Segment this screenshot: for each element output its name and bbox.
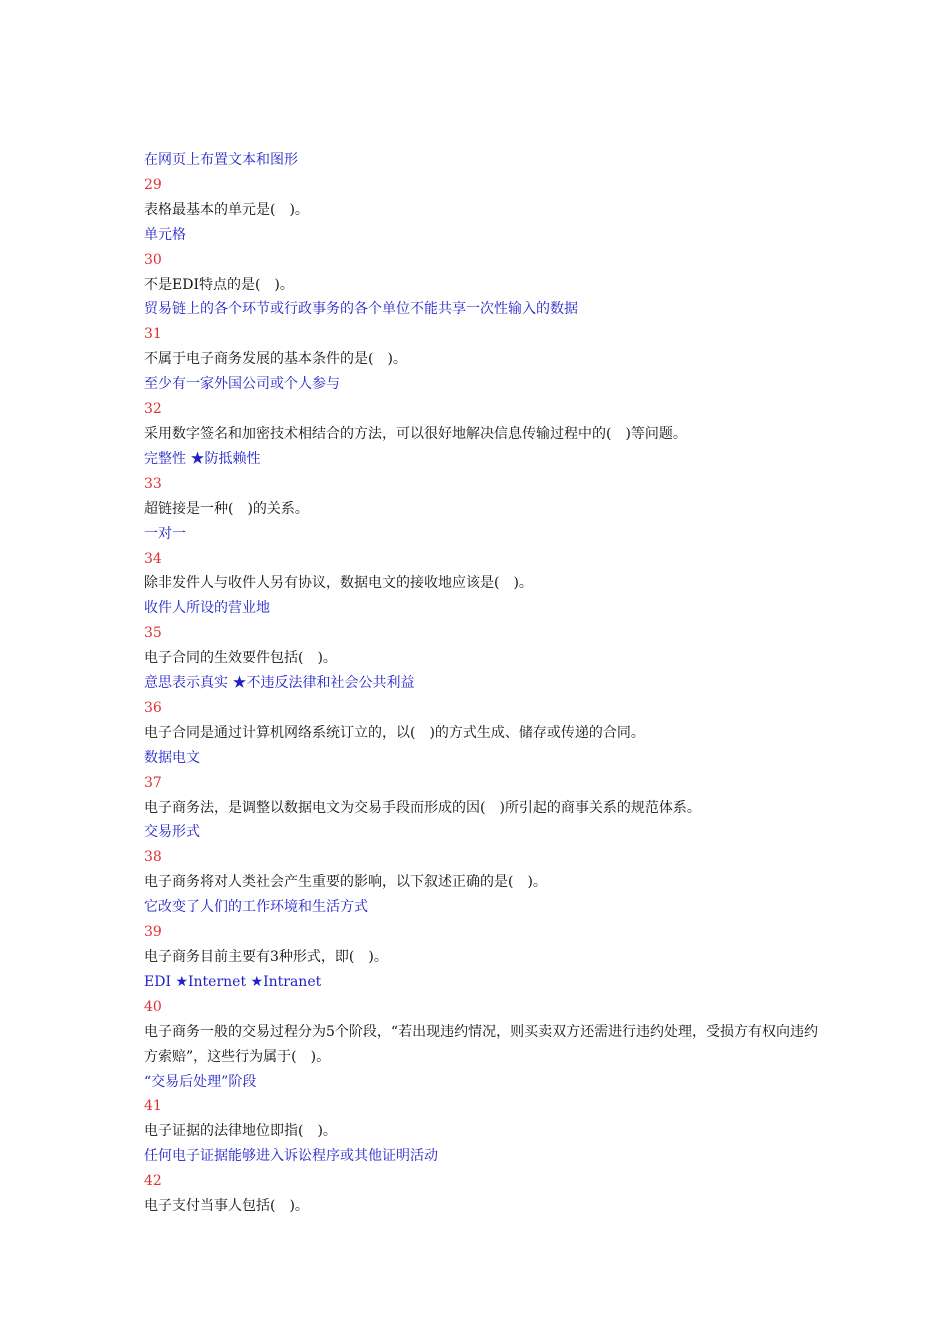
- answer-option: 单元格: [144, 226, 186, 243]
- star-icon: ★: [175, 973, 188, 990]
- answer-option: 任何电子证据能够进入诉讼程序或其他证明活动: [144, 1148, 438, 1165]
- question-text: 电子支付当事人包括( )。: [144, 1198, 309, 1215]
- question-text: 电子商务将对人类社会产生重要的影响，以下叙述正确的是( )。: [144, 874, 547, 891]
- answer-option: 不违反法律和社会公共利益: [246, 675, 415, 692]
- question-text: 电子合同是通过计算机网络系统订立的，以( )的方式生成、储存或传递的合同。: [144, 724, 645, 741]
- answer-line: [144, 297, 824, 322]
- answer-option: 交易形式: [144, 824, 200, 841]
- answer-line: [144, 671, 824, 696]
- question-number: 34: [144, 550, 162, 567]
- question-text: 超链接是一种( )的关系。: [144, 500, 309, 517]
- answer-line: [144, 1144, 824, 1169]
- answer-line: [144, 895, 824, 920]
- question-text: 电子商务法，是调整以数据电文为交易手段而形成的因( )所引起的商事关系的规范体系。: [144, 799, 701, 816]
- answer-line: [144, 820, 824, 845]
- answer-option: 数据电文: [144, 749, 200, 766]
- question-number: 37: [144, 774, 162, 791]
- answer-line: [144, 522, 824, 547]
- star-icon: ★: [190, 450, 205, 467]
- question-number: 36: [144, 699, 162, 716]
- answer-option: 完整性: [144, 450, 186, 467]
- answer-option: 收件人所设的营业地: [144, 600, 270, 617]
- answer-line: [144, 372, 824, 397]
- answer-option: 意思表示真实: [144, 675, 228, 692]
- star-icon: ★: [232, 675, 247, 692]
- question-number: 31: [144, 326, 162, 343]
- answer-option: Intranet: [263, 973, 322, 990]
- question-number: 42: [144, 1173, 162, 1190]
- question-text: 电子商务目前主要有3种形式，即( )。: [144, 949, 388, 965]
- answer-line: [144, 970, 824, 995]
- answer-option: 贸易链上的各个环节或行政事务的各个单位不能共享一次性输入的数据: [144, 301, 578, 318]
- question-number: 38: [144, 849, 162, 866]
- question-number: 40: [144, 998, 162, 1015]
- question-number: 32: [144, 401, 162, 418]
- answer-option: “交易后处理”阶段: [144, 1073, 257, 1090]
- answer-line: [144, 223, 824, 248]
- question-text: 电子证据的法律地位即指( )。: [144, 1123, 337, 1140]
- question-number: 35: [144, 625, 162, 642]
- answer-option: EDI: [144, 973, 171, 990]
- question-text: 电子商务一般的交易过程分为5个阶段，“若出现违约情况，则买卖双方还需进行违约处理，受损方有权向违约方索赔”，这些行为属于( )。: [144, 1023, 819, 1065]
- question-number: 29: [144, 176, 162, 193]
- question-text: 表格最基本的单元是( )。: [144, 201, 309, 218]
- question-text: 不属于电子商务发展的基本条件的是( )。: [144, 351, 407, 368]
- answer-line: [144, 746, 824, 771]
- star-icon: ★: [250, 973, 264, 990]
- answer-option: 它改变了人们的工作环境和生活方式: [144, 899, 368, 916]
- question-number: 39: [144, 924, 162, 941]
- question-text: 采用数字签名和加密技术相结合的方法，可以很好地解决信息传输过程中的( )等问题。: [144, 425, 687, 442]
- questions-container: [144, 173, 824, 1219]
- answer-option: Internet: [188, 973, 247, 990]
- question-number: 30: [144, 251, 162, 268]
- question-text: 不是EDI特点的是( )。: [144, 276, 294, 293]
- question-list: [144, 148, 824, 1219]
- question-text: 电子合同的生效要件包括( )。: [144, 650, 337, 667]
- answer-line: [144, 1070, 824, 1095]
- answer-line: [144, 596, 824, 621]
- answer-line: [144, 447, 824, 472]
- answer-option: 一对一: [144, 525, 186, 542]
- question-number: 33: [144, 475, 162, 492]
- question-text: 除非发件人与收件人另有协议，数据电文的接收地应该是( )。: [144, 575, 533, 592]
- answer-option: 防抵赖性: [204, 450, 261, 467]
- question-number: 41: [144, 1098, 162, 1115]
- answer-option: 至少有一家外国公司或个人参与: [144, 376, 340, 393]
- lead-answer: 在网页上布置文本和图形: [144, 152, 298, 168]
